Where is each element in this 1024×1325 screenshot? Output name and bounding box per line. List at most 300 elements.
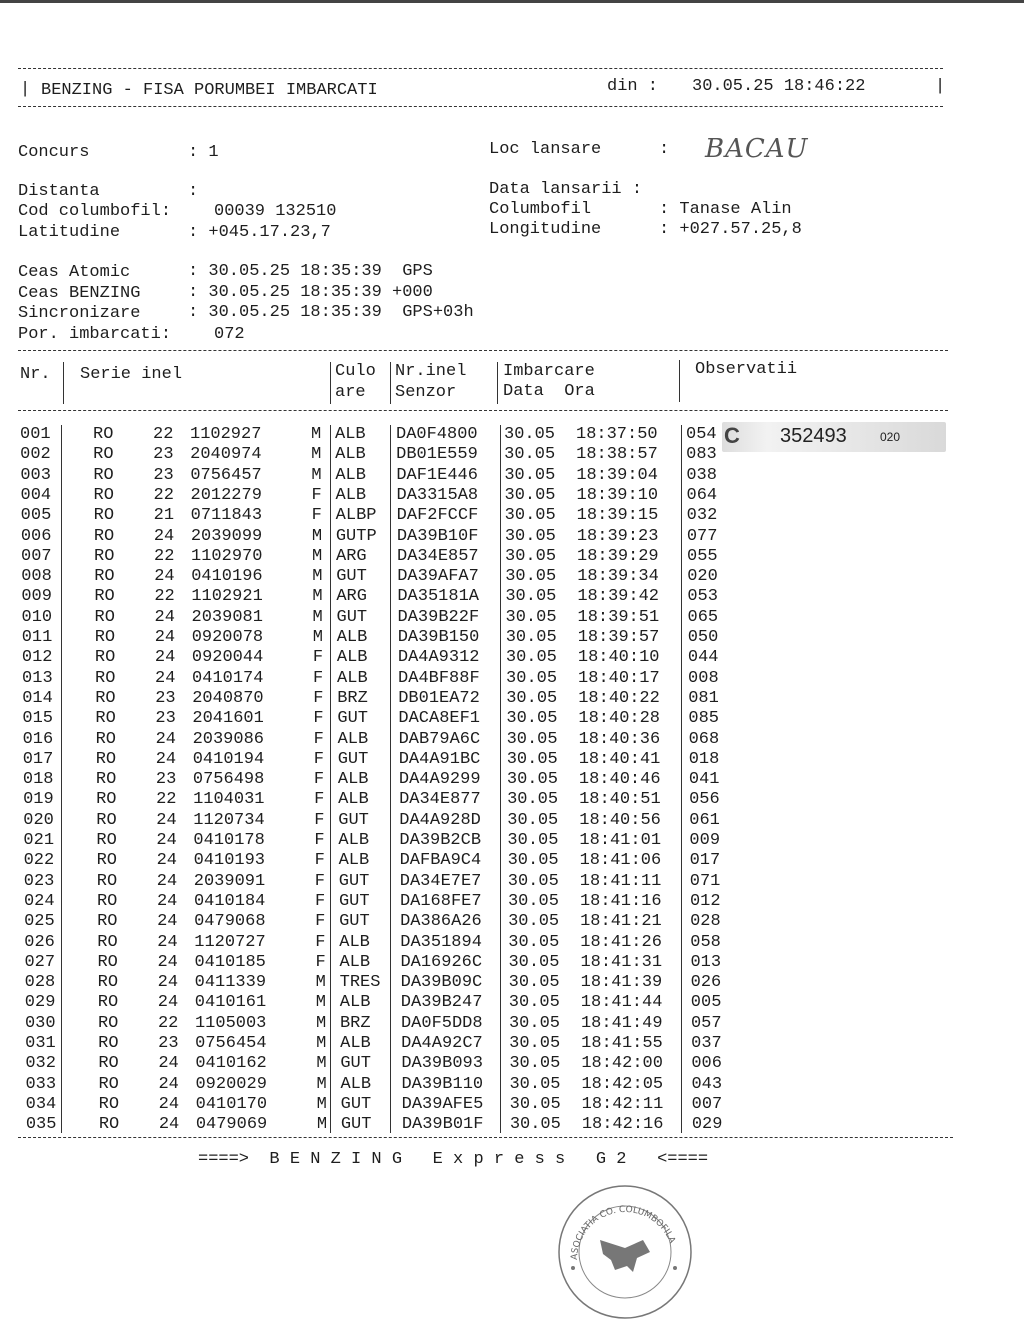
cell-col: GUT bbox=[336, 607, 368, 627]
cell-data: 30.05 bbox=[508, 973, 560, 993]
header-divider bbox=[390, 362, 391, 404]
cell-senzor: DA0F4800 bbox=[396, 425, 478, 444]
cell-obs: 053 bbox=[687, 587, 718, 607]
cell-senzor: DACA8EF1 bbox=[398, 709, 481, 729]
cell-obs: 029 bbox=[691, 1115, 723, 1135]
cell-data: 30.05 bbox=[509, 1115, 561, 1135]
cell-nr: 016 bbox=[22, 729, 54, 749]
cell-senzor: DA39B2CB bbox=[399, 831, 482, 850]
cell-nr: 032 bbox=[25, 1054, 56, 1074]
cell-col: ALB bbox=[339, 993, 371, 1013]
cell-nr: 025 bbox=[24, 912, 55, 932]
cell-data: 30.05 bbox=[509, 1074, 561, 1094]
cell-sex: M bbox=[312, 567, 323, 587]
cell-yy: 24 bbox=[157, 932, 178, 952]
cell-sex: F bbox=[311, 506, 322, 526]
cell-yy: 24 bbox=[156, 891, 178, 911]
cell-data: 30.05 bbox=[507, 810, 559, 830]
cell-data: 30.05 bbox=[504, 506, 556, 526]
data-lansarii-label: Data lansarii : bbox=[489, 180, 643, 199]
cell-ring: 1102970 bbox=[191, 546, 263, 566]
cell-nr: 003 bbox=[20, 465, 51, 485]
cell-ora: 18:39:42 bbox=[577, 587, 659, 607]
cell-obs: 083 bbox=[686, 445, 717, 465]
cell-col: BRZ bbox=[339, 1013, 371, 1033]
cell-obs: 026 bbox=[690, 973, 722, 993]
col-header-serie: Serie inel bbox=[80, 365, 183, 384]
cell-nr: 013 bbox=[22, 668, 53, 688]
cell-obs: 058 bbox=[690, 932, 721, 952]
cell-ora: 18:41:11 bbox=[579, 871, 662, 891]
cell-senzor: DA0F5DD8 bbox=[400, 1013, 483, 1033]
cell-nr: 021 bbox=[23, 831, 55, 850]
cell-sex: F bbox=[314, 831, 325, 850]
cell-senzor: DA4A9312 bbox=[397, 648, 480, 668]
cell-col: ALB bbox=[337, 770, 369, 790]
cell-data: 30.05 bbox=[504, 485, 556, 505]
cell-ora: 18:40:51 bbox=[579, 790, 661, 810]
cell-nr: 018 bbox=[22, 770, 54, 790]
cell-obs: 041 bbox=[688, 770, 720, 790]
cell-col: ALBP bbox=[335, 506, 377, 526]
cell-cc: RO bbox=[93, 506, 115, 526]
cell-cc: RO bbox=[93, 425, 114, 444]
cell-col: ALB bbox=[339, 932, 370, 952]
cell-yy: 24 bbox=[155, 668, 176, 688]
cell-ring: 0410170 bbox=[195, 1094, 268, 1114]
date-label: din : bbox=[607, 77, 659, 96]
cell-cc: RO bbox=[94, 628, 116, 647]
cell-yy: 24 bbox=[157, 973, 179, 993]
column-divider bbox=[330, 425, 331, 1133]
cell-nr: 028 bbox=[24, 973, 56, 993]
cell-senzor: DA39AFE5 bbox=[401, 1094, 484, 1114]
cell-obs: 050 bbox=[687, 628, 719, 647]
cell-nr: 009 bbox=[21, 587, 52, 607]
cell-ring: 1120727 bbox=[194, 932, 266, 952]
cell-cc: RO bbox=[96, 851, 117, 871]
cell-yy: 24 bbox=[154, 567, 175, 587]
cell-data: 30.05 bbox=[506, 709, 558, 729]
cell-data: 30.05 bbox=[506, 668, 558, 688]
cell-nr: 015 bbox=[22, 709, 53, 729]
cell-sex: F bbox=[314, 810, 325, 830]
cell-obs: 013 bbox=[690, 952, 722, 972]
cell-ring: 0410184 bbox=[193, 891, 266, 911]
cell-yy: 24 bbox=[154, 607, 175, 627]
stamp-text: ASOCIATIA CO. COLUMBOFILA bbox=[569, 1204, 677, 1261]
scan-edge bbox=[0, 0, 1024, 3]
cell-ring: 2039086 bbox=[192, 729, 264, 749]
cell-data: 30.05 bbox=[505, 546, 557, 566]
cell-cc: RO bbox=[95, 709, 116, 729]
cell-sex: F bbox=[312, 648, 324, 668]
cell-obs: 055 bbox=[687, 546, 718, 566]
cell-nr: 029 bbox=[24, 993, 56, 1013]
cell-senzor: DA34E857 bbox=[397, 546, 479, 566]
cell-sex: M bbox=[316, 1115, 328, 1135]
cell-col: ALB bbox=[338, 851, 370, 871]
cell-ora: 18:40:41 bbox=[578, 749, 661, 769]
cell-nr: 002 bbox=[20, 445, 51, 465]
cell-obs: 056 bbox=[689, 790, 720, 810]
cell-ring: 2012279 bbox=[190, 485, 262, 505]
cell-col: GUT bbox=[340, 1054, 371, 1074]
cell-ring: 0756457 bbox=[190, 465, 262, 485]
cell-sex: F bbox=[311, 485, 322, 505]
cell-data: 30.05 bbox=[506, 688, 558, 708]
header-divider bbox=[679, 360, 680, 402]
table-top-rule bbox=[18, 350, 948, 351]
cell-sex: M bbox=[316, 1054, 327, 1074]
cell-ring: 0410178 bbox=[193, 831, 265, 850]
cell-sex: F bbox=[313, 668, 324, 688]
ceas-atomic-value: : 30.05.25 18:35:39 GPS bbox=[188, 262, 433, 281]
latitudine-label: Latitudine bbox=[18, 223, 121, 242]
columbofil-label: Columbofil bbox=[489, 200, 592, 219]
cell-nr: 005 bbox=[20, 506, 52, 526]
cell-senzor: DA39B247 bbox=[400, 993, 483, 1013]
longitudine-value: : +027.57.25,8 bbox=[659, 220, 802, 239]
cell-nr: 035 bbox=[25, 1115, 57, 1135]
cell-ora: 18:40:28 bbox=[578, 709, 661, 729]
cell-col: ALB bbox=[336, 628, 368, 647]
cell-cc: RO bbox=[95, 749, 117, 769]
page-title: BENZING - FISA PORUMBEI IMBARCATI bbox=[41, 81, 378, 100]
cell-nr: 033 bbox=[25, 1074, 57, 1094]
cell-ora: 18:37:50 bbox=[576, 425, 658, 444]
cell-sex: M bbox=[311, 526, 323, 546]
cell-senzor: DA35181A bbox=[397, 587, 479, 607]
cell-ora: 18:38:57 bbox=[576, 445, 658, 465]
cell-sex: F bbox=[314, 851, 325, 871]
cell-sex: M bbox=[316, 1094, 327, 1114]
cell-ora: 18:41:21 bbox=[580, 912, 662, 932]
cell-obs: 017 bbox=[689, 851, 721, 871]
cell-nr: 012 bbox=[21, 648, 53, 668]
cell-col: ALB bbox=[335, 425, 366, 444]
cell-cc: RO bbox=[94, 567, 115, 587]
cell-ring: 0410193 bbox=[193, 851, 266, 871]
header-top-rule bbox=[18, 68, 943, 69]
cell-cc: RO bbox=[98, 1074, 119, 1094]
cell-col: ALB bbox=[335, 465, 366, 485]
cell-senzor: DA168FE7 bbox=[399, 891, 482, 911]
cell-nr: 011 bbox=[21, 628, 53, 647]
cod-columbofil-label: Cod columbofil: bbox=[18, 202, 172, 221]
cell-data: 30.05 bbox=[507, 831, 559, 850]
cell-cc: RO bbox=[93, 526, 115, 546]
cell-ring: 1102927 bbox=[190, 425, 262, 444]
cell-data: 30.05 bbox=[506, 749, 558, 769]
cell-cc: RO bbox=[94, 587, 115, 607]
cell-ora: 18:39:34 bbox=[577, 567, 659, 587]
cell-col: GUT bbox=[339, 912, 370, 932]
concurs-value: : 1 bbox=[188, 143, 219, 162]
header-divider bbox=[330, 362, 331, 404]
cell-yy: 24 bbox=[158, 1054, 179, 1074]
column-divider bbox=[390, 425, 391, 1133]
por-imbarcati-value: 072 bbox=[214, 325, 245, 344]
cell-obs: 065 bbox=[687, 607, 719, 627]
cell-ring: 2039091 bbox=[193, 871, 266, 891]
cell-yy: 24 bbox=[155, 729, 176, 749]
cell-yy: 22 bbox=[153, 425, 174, 444]
cell-obs: 085 bbox=[688, 709, 719, 729]
cell-sex: F bbox=[313, 688, 324, 708]
cell-senzor: DB01EA72 bbox=[398, 688, 480, 708]
cell-cc: RO bbox=[97, 912, 118, 932]
footer-brand: ====> B E N Z I N G E x p r e s s G 2 <==== bbox=[198, 1150, 709, 1169]
cell-obs: 020 bbox=[687, 567, 718, 587]
cell-ora: 18:42:00 bbox=[581, 1054, 663, 1074]
cell-senzor: DA39B10F bbox=[396, 526, 479, 546]
print-date: 30.05.25 18:46:22 bbox=[692, 77, 866, 96]
cell-senzor: DA39B01F bbox=[401, 1115, 484, 1135]
latitudine-value: : +045.17.23,7 bbox=[188, 223, 331, 242]
cell-sex: M bbox=[315, 993, 326, 1013]
cell-sex: M bbox=[315, 1013, 327, 1033]
cell-nr: 007 bbox=[21, 546, 52, 566]
cell-cc: RO bbox=[98, 1094, 120, 1114]
cell-sex: M bbox=[311, 445, 322, 465]
cell-ring: 0756454 bbox=[195, 1034, 267, 1053]
cell-yy: 23 bbox=[155, 770, 177, 790]
cell-yy: 22 bbox=[157, 1013, 179, 1033]
ceas-benzing-label: Ceas BENZING bbox=[18, 284, 141, 303]
cell-ring: 0479068 bbox=[194, 912, 266, 932]
sticker-small-code: 020 bbox=[880, 430, 901, 444]
column-divider bbox=[500, 425, 501, 1133]
col-header-nr: Nr. bbox=[20, 365, 51, 384]
cell-obs: 005 bbox=[690, 993, 722, 1013]
cell-senzor: DAF1E446 bbox=[396, 465, 478, 485]
cell-ora: 18:41:16 bbox=[579, 891, 662, 911]
cell-ora: 18:40:17 bbox=[578, 668, 660, 688]
cell-sex: F bbox=[314, 790, 325, 810]
cell-sex: M bbox=[312, 587, 323, 607]
cell-ora: 18:41:26 bbox=[580, 932, 662, 952]
cell-ora: 18:42:16 bbox=[581, 1115, 664, 1135]
cell-yy: 23 bbox=[155, 688, 176, 708]
cell-senzor: DA386A26 bbox=[400, 912, 482, 932]
cell-cc: RO bbox=[98, 1054, 119, 1074]
cell-obs: 068 bbox=[688, 729, 720, 749]
cell-senzor: DA16926C bbox=[400, 952, 483, 972]
cell-col: GUT bbox=[340, 1115, 372, 1135]
loc-lansare-sep: : bbox=[659, 140, 670, 159]
cell-nr: 017 bbox=[22, 749, 54, 769]
cell-ring: 0920029 bbox=[195, 1074, 267, 1094]
cell-data: 30.05 bbox=[504, 526, 556, 546]
cell-senzor: DA39B22F bbox=[397, 607, 480, 627]
cell-nr: 020 bbox=[23, 810, 54, 830]
cell-ring: 0756498 bbox=[192, 770, 265, 790]
cell-obs: 077 bbox=[686, 526, 718, 546]
cell-sex: M bbox=[316, 1034, 327, 1053]
cell-sex: F bbox=[313, 770, 325, 790]
cell-yy: 22 bbox=[156, 790, 177, 810]
cell-cc: RO bbox=[97, 993, 119, 1013]
cell-data: 30.05 bbox=[505, 607, 557, 627]
cell-sex: M bbox=[311, 425, 322, 444]
cell-cc: RO bbox=[98, 1034, 119, 1053]
cell-cc: RO bbox=[95, 729, 116, 749]
cell-yy: 24 bbox=[157, 912, 178, 932]
column-divider bbox=[61, 425, 62, 1133]
cell-col: ALB bbox=[338, 790, 369, 810]
cell-sex: F bbox=[315, 932, 326, 952]
cell-sex: M bbox=[312, 628, 323, 647]
cell-obs: 037 bbox=[691, 1034, 722, 1053]
cell-yy: 23 bbox=[155, 709, 176, 729]
cell-data: 30.05 bbox=[505, 587, 557, 607]
column-divider bbox=[681, 425, 682, 1133]
cell-ring: 1102921 bbox=[191, 587, 263, 607]
cell-ring: 0410196 bbox=[191, 567, 263, 587]
cell-cc: RO bbox=[95, 668, 116, 688]
cell-cc: RO bbox=[97, 973, 119, 993]
cell-col: GUT bbox=[338, 871, 370, 891]
ceas-benzing-value: : 30.05.25 18:35:39 +000 bbox=[188, 283, 433, 302]
cell-cc: RO bbox=[96, 871, 118, 891]
col-header-nrinel-1: Nr.inel bbox=[395, 362, 467, 381]
cell-data: 30.05 bbox=[508, 912, 560, 932]
cell-senzor: DAB79A6C bbox=[398, 729, 481, 749]
cell-senzor: DA3315A8 bbox=[396, 485, 479, 505]
table-bottom-rule bbox=[18, 1137, 953, 1138]
cell-data: 30.05 bbox=[508, 932, 560, 952]
cell-yy: 23 bbox=[153, 465, 174, 485]
cell-col: ALB bbox=[336, 648, 368, 668]
cell-col: ALB bbox=[337, 668, 368, 688]
cell-ora: 18:40:56 bbox=[579, 810, 661, 830]
cell-cc: RO bbox=[93, 445, 114, 465]
cell-sex: M bbox=[312, 546, 323, 566]
cell-ora: 18:40:10 bbox=[577, 648, 660, 668]
cell-cc: RO bbox=[93, 465, 114, 485]
cell-obs: 044 bbox=[687, 648, 719, 668]
longitudine-label: Longitudine bbox=[489, 220, 602, 239]
cell-obs: 061 bbox=[689, 810, 720, 830]
cell-sex: F bbox=[313, 749, 324, 769]
cell-nr: 023 bbox=[23, 871, 55, 891]
cell-sex: M bbox=[311, 465, 322, 485]
cell-obs: 038 bbox=[686, 465, 717, 485]
cell-col: GUT bbox=[338, 891, 370, 911]
cell-nr: 014 bbox=[22, 688, 53, 708]
col-header-imbarcare-2: Data Ora bbox=[503, 382, 595, 401]
cell-ora: 18:39:51 bbox=[577, 607, 660, 627]
cell-cc: RO bbox=[97, 952, 118, 972]
cell-obs: 008 bbox=[688, 668, 719, 688]
cell-data: 30.05 bbox=[509, 1094, 561, 1114]
cell-ora: 18:41:55 bbox=[581, 1034, 663, 1053]
cell-yy: 24 bbox=[158, 1074, 179, 1094]
cell-obs: 009 bbox=[689, 831, 721, 850]
col-header-imbarcare-1: Imbarcare bbox=[503, 362, 595, 381]
cell-senzor: DA39B09C bbox=[400, 973, 483, 993]
cell-cc: RO bbox=[94, 546, 115, 566]
header-left-bar: | bbox=[20, 80, 31, 99]
cell-col: ARG bbox=[336, 546, 367, 566]
cell-ora: 18:40:36 bbox=[578, 729, 661, 749]
cell-cc: RO bbox=[96, 790, 117, 810]
cell-obs: 032 bbox=[686, 506, 718, 526]
cell-senzor: DA34E7E7 bbox=[399, 871, 482, 891]
cell-cc: RO bbox=[98, 1115, 120, 1135]
cell-ring: 0410162 bbox=[195, 1054, 267, 1074]
cell-obs: 012 bbox=[689, 891, 721, 911]
cell-ring: 0920078 bbox=[191, 628, 264, 647]
cell-obs: 064 bbox=[686, 485, 718, 505]
cell-ora: 18:39:04 bbox=[576, 465, 658, 485]
cell-col: TRES bbox=[339, 973, 381, 993]
cell-ora: 18:39:10 bbox=[576, 485, 659, 505]
cell-yy: 24 bbox=[155, 749, 177, 769]
cell-ring: 0920044 bbox=[191, 648, 264, 668]
cell-col: ALB bbox=[340, 1074, 372, 1094]
cell-senzor: DA4A91BC bbox=[398, 749, 481, 769]
cell-ora: 18:41:06 bbox=[579, 851, 662, 871]
cell-obs: 018 bbox=[688, 749, 720, 769]
cell-ring: 0410185 bbox=[194, 952, 266, 972]
cell-senzor: DA4A92C7 bbox=[401, 1034, 483, 1053]
cell-senzor: DA34E877 bbox=[399, 790, 481, 810]
cell-yy: 24 bbox=[153, 526, 175, 546]
cell-nr: 006 bbox=[20, 526, 52, 546]
cell-obs: 054 bbox=[686, 425, 717, 444]
cell-cc: RO bbox=[96, 810, 117, 830]
cell-cc: RO bbox=[96, 891, 118, 911]
cell-ora: 18:42:11 bbox=[581, 1094, 664, 1114]
cell-nr: 004 bbox=[20, 485, 52, 505]
cell-yy: 23 bbox=[153, 445, 174, 465]
cell-yy: 22 bbox=[154, 546, 175, 566]
cell-cc: RO bbox=[94, 648, 116, 668]
cell-obs: 006 bbox=[691, 1054, 722, 1074]
cell-nr: 001 bbox=[20, 425, 51, 444]
cell-senzor: DA39B093 bbox=[401, 1054, 483, 1074]
cell-ring: 2040870 bbox=[192, 688, 264, 708]
cell-yy: 24 bbox=[157, 993, 179, 1013]
cell-nr: 008 bbox=[21, 567, 52, 587]
cell-data: 30.05 bbox=[505, 648, 557, 668]
cell-yy: 24 bbox=[154, 628, 176, 647]
cell-col: ALB bbox=[340, 1034, 371, 1053]
cell-yy: 22 bbox=[153, 485, 174, 505]
cell-ring: 1120734 bbox=[193, 810, 265, 830]
col-header-culoare-2: are bbox=[335, 383, 366, 402]
table-header-rule bbox=[18, 410, 948, 411]
cell-yy: 24 bbox=[156, 831, 177, 850]
cell-obs: 071 bbox=[689, 871, 721, 891]
header-bottom-rule bbox=[18, 106, 943, 107]
cell-data: 30.05 bbox=[507, 790, 559, 810]
cell-ring: 0410161 bbox=[194, 993, 267, 1013]
cell-ora: 18:39:29 bbox=[577, 546, 659, 566]
cell-data: 30.05 bbox=[509, 1034, 561, 1053]
cell-data: 30.05 bbox=[504, 425, 556, 444]
cell-yy: 24 bbox=[156, 871, 178, 891]
cell-ring: 0410174 bbox=[192, 668, 264, 688]
cell-sex: F bbox=[313, 729, 324, 749]
cell-sex: F bbox=[315, 912, 326, 932]
sincronizare-label: Sincronizare bbox=[18, 304, 141, 323]
cell-ora: 18:39:57 bbox=[577, 628, 660, 647]
sincronizare-value: : 30.05.25 18:35:39 GPS+03h bbox=[188, 303, 474, 322]
cell-nr: 022 bbox=[23, 851, 55, 871]
